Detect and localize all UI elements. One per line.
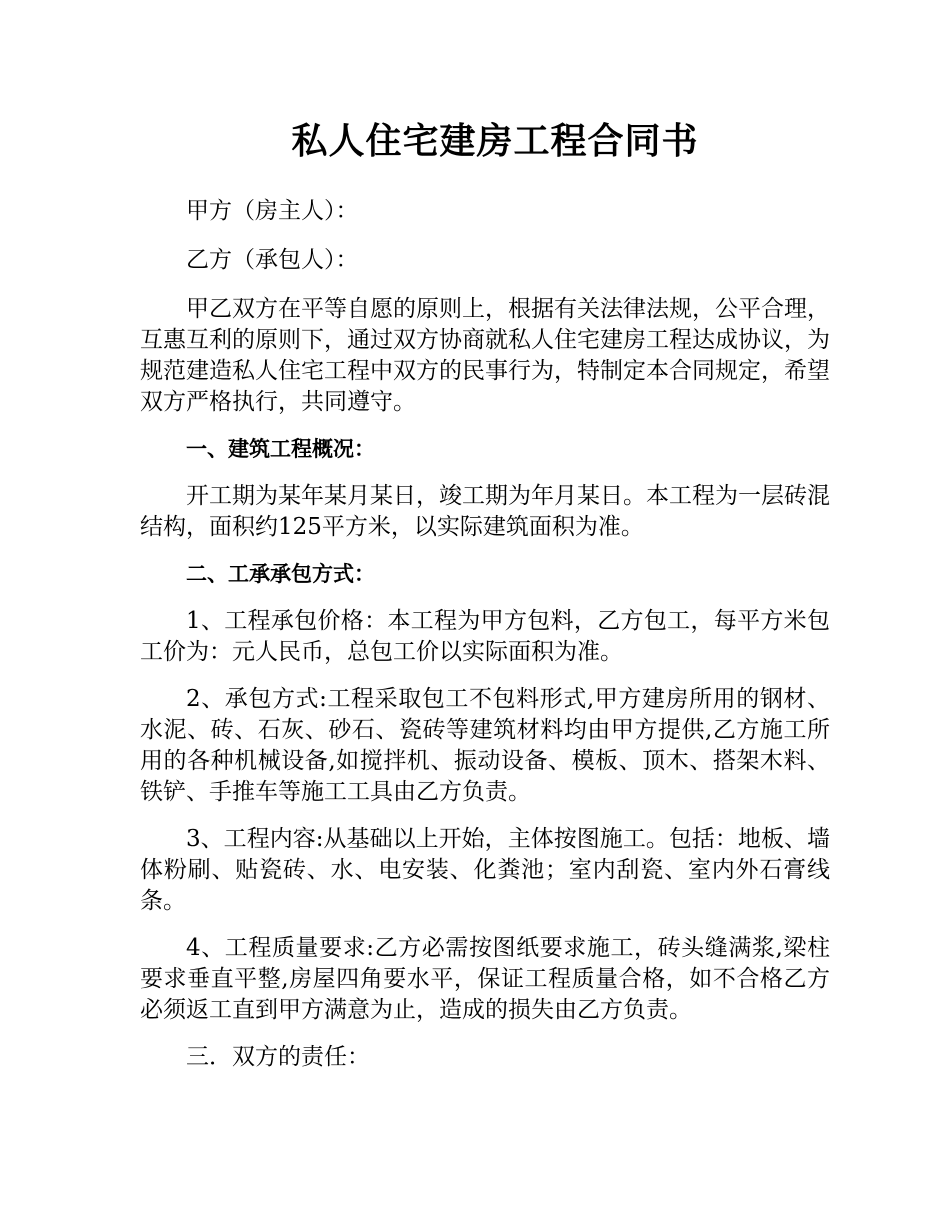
section-2-heading: 二、工承承包方式：: [186, 562, 375, 586]
section-2-item-2: 2、承包方式:工程采取包工不包料形式,甲方建房所用的钢材、水泥、砖、石灰、砂石、瓷砖等建筑材料均由甲方提供,乙方施工所用的各种机械设备,如搅拌机、振动设备、模板、顶木、搭架木料、铁铲、手推车等施工工具由乙方负责。: [140, 686, 830, 805]
section-2-item-1: 1、工程承包价格：本工程为甲方包料，乙方包工，每平方米包工价为：元人民币，总包工价以实际面积为准。: [140, 608, 830, 665]
section-3-heading: 三．双方的责任：: [186, 1044, 370, 1070]
document-title: 私人住宅建房工程合同书: [291, 121, 699, 162]
party-b-line: 乙方（承包人）：: [186, 247, 359, 273]
section-1-heading: 一、建筑工程概况：: [186, 437, 375, 461]
party-a-line: 甲方（房主人）：: [186, 198, 359, 224]
section-1-paragraph: 开工期为某年某月某日，竣工期为年月某日。本工程为一层砖混结构，面积约125平方米，以实际建筑面积为准。: [140, 483, 830, 540]
section-2-item-4: 4、工程质量要求:乙方必需按图纸要求施工，砖头缝满浆,梁柱要求垂直平整,房屋四角要水平，保证工程质量合格，如不合格乙方必须返工直到甲方满意为止，造成的损失由乙方负责。: [140, 935, 830, 1023]
document-body: [140, 196, 830, 1073]
preamble-paragraph: 甲乙双方在平等自愿的原则上，根据有关法律法规，公平合理，互惠互利的原则下，通过双方协商就私人住宅建房工程达成协议，为规范建造私人住宅工程中双方的民事行为，特制定本合同规定，希望双方严格执行，共同遵守。: [140, 296, 830, 415]
section-2-item-3: 3、工程内容:从基础以上开始，主体按图施工。包括：地板、墙体粉刷、贴瓷砖、水、电安装、化粪池；室内刮瓷、室内外石膏线条。: [140, 826, 830, 914]
